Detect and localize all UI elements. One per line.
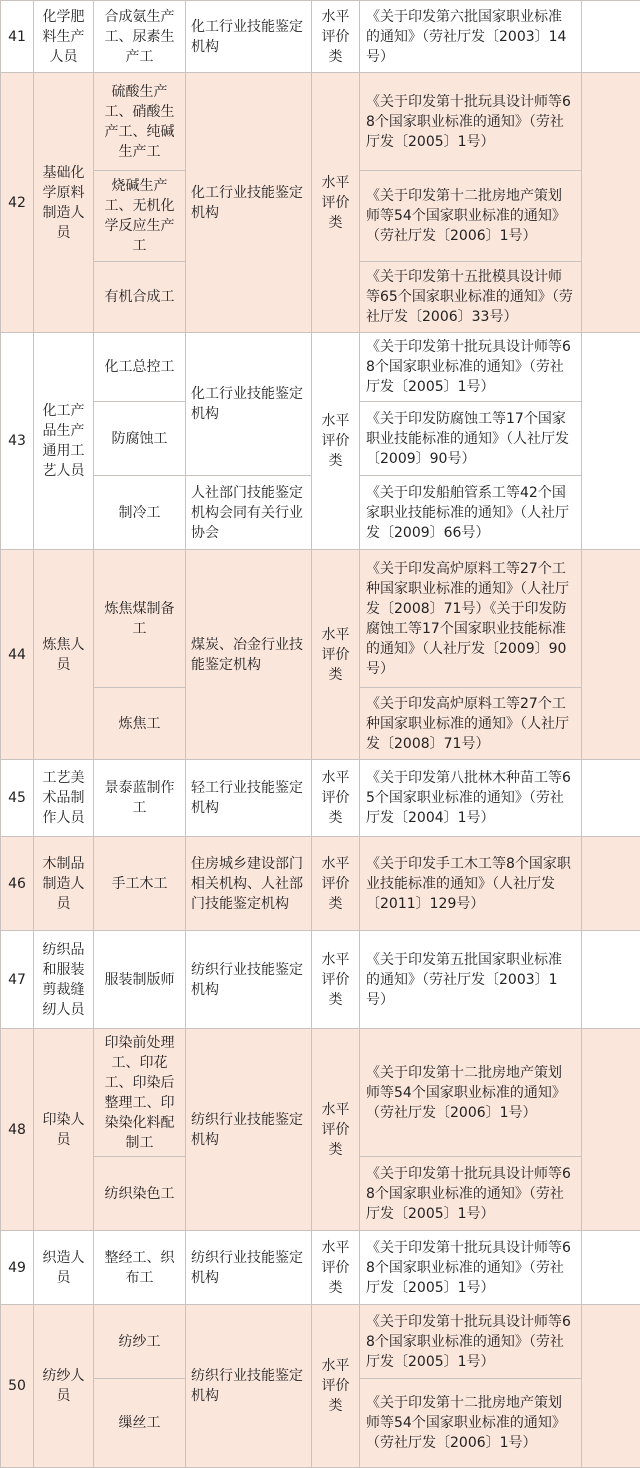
- occupation-category: 炼焦人员: [34, 550, 94, 760]
- appraisal-agency: 人社部门技能鉴定机构会同有关行业协会: [186, 476, 312, 550]
- occupation-name: 合成氨生产工、尿素生产工: [94, 1, 186, 73]
- occupation-name: 手工木工: [94, 837, 186, 931]
- empty-cell: [582, 550, 640, 760]
- evaluation-type: 水平评价类: [312, 837, 360, 931]
- row-number: 50: [1, 1305, 34, 1468]
- occupation-name: 服装制版师: [94, 931, 186, 1029]
- standard-document: 《关于印发船舶管系工等42个国家职业技能标准的通知》（人社厅发〔2009〕66号）: [360, 476, 582, 550]
- occupation-category: 化学肥料生产人员: [34, 1, 94, 73]
- evaluation-type: 水平评价类: [312, 550, 360, 760]
- appraisal-agency: 轻工行业技能鉴定机构: [186, 760, 312, 837]
- standard-document: 《关于印发第十二批房地产策划师等54个国家职业标准的通知》（劳社厅发〔2006〕1号）: [360, 1029, 582, 1157]
- occupation-category: 纺织品和服装剪裁缝纫人员: [34, 931, 94, 1029]
- standard-document: 《关于印发第十批玩具设计师等68个国家职业标准的通知》（劳社厅发〔2005〕1号）: [360, 73, 582, 171]
- row-number: 44: [1, 550, 34, 760]
- occupation-name: 有机合成工: [94, 262, 186, 333]
- table-row: [1, 837, 640, 931]
- occupation-category: 织造人员: [34, 1231, 94, 1305]
- occupation-category: 化工产品生产通用工艺人员: [34, 333, 94, 550]
- occupation-name: 化工总控工: [94, 333, 186, 402]
- table-row: [1, 1231, 640, 1305]
- standard-document: 《关于印发第十五批模具设计师等65个国家职业标准的通知》（劳社厅发〔2006〕33号）: [360, 262, 582, 333]
- evaluation-type: 水平评价类: [312, 760, 360, 837]
- standard-document: 《关于印发第六批国家职业标准的通知》（劳社厅发〔2003〕14号）: [360, 1, 582, 73]
- table-row: [1, 1305, 640, 1379]
- evaluation-type: 水平评价类: [312, 1305, 360, 1468]
- occupation-name: 纺纱工: [94, 1305, 186, 1379]
- standard-document: 《关于印发第十二批房地产策划师等54个国家职业标准的通知》（劳社厅发〔2006〕1号）: [360, 1379, 582, 1468]
- empty-cell: [582, 333, 640, 550]
- evaluation-type: 水平评价类: [312, 1, 360, 73]
- empty-cell: [582, 73, 640, 333]
- row-number: 45: [1, 760, 34, 837]
- evaluation-type: 水平评价类: [312, 931, 360, 1029]
- occupation-category: 木制品制造人员: [34, 837, 94, 931]
- appraisal-agency: 化工行业技能鉴定机构: [186, 333, 312, 476]
- empty-cell: [582, 931, 640, 1029]
- empty-cell: [582, 1029, 640, 1231]
- row-number: 43: [1, 333, 34, 550]
- standard-document: 《关于印发第五批国家职业标准的通知》（劳社厅发〔2003〕1号）: [360, 931, 582, 1029]
- occupation-name: 景泰蓝制作工: [94, 760, 186, 837]
- occupation-category: 印染人员: [34, 1029, 94, 1231]
- empty-cell: [582, 760, 640, 837]
- evaluation-type: 水平评价类: [312, 73, 360, 333]
- occupation-name: 炼焦工: [94, 688, 186, 760]
- occupation-name: 纺织染色工: [94, 1157, 186, 1231]
- occupation-name: 炼焦煤制备工: [94, 550, 186, 688]
- evaluation-type: 水平评价类: [312, 1029, 360, 1231]
- table-row: [1, 931, 640, 1029]
- empty-cell: [582, 1305, 640, 1468]
- occupation-name: 烧碱生产工、无机化学反应生产工: [94, 171, 186, 262]
- table-row: [1, 1, 640, 73]
- appraisal-agency: 纺织行业技能鉴定机构: [186, 1029, 312, 1231]
- row-number: 49: [1, 1231, 34, 1305]
- appraisal-agency: 住房城乡建设部门相关机构、人社部门技能鉴定机构: [186, 837, 312, 931]
- standard-document: 《关于印发第十批玩具设计师等68个国家职业标准的通知》（劳社厅发〔2005〕1号）: [360, 333, 582, 402]
- standard-document: 《关于印发高炉原料工等27个工种国家职业标准的通知》（人社厅发〔2008〕71号）《关于印发防腐蚀工等17个国家职业技能标准的通知》（人社厅发〔2009〕90号）: [360, 550, 582, 688]
- standard-document: 《关于印发手工木工等8个国家职业技能标准的通知》（人社厅发〔2011〕129号）: [360, 837, 582, 931]
- occupation-name: 印染前处理工、印花工、印染后整理工、印染染化料配制工: [94, 1029, 186, 1157]
- occupation-name: 缫丝工: [94, 1379, 186, 1468]
- empty-cell: [582, 1231, 640, 1305]
- standard-document: 《关于印发第十二批房地产策划师等54个国家职业标准的通知》（劳社厅发〔2006〕1号）: [360, 171, 582, 262]
- occupation-name: 制冷工: [94, 476, 186, 550]
- standard-document: 《关于印发第八批林木种苗工等65个国家职业标准的通知》（劳社厅发〔2004〕1号）: [360, 760, 582, 837]
- appraisal-agency: 纺织行业技能鉴定机构: [186, 1305, 312, 1468]
- standard-document: 《关于印发第十批玩具设计师等68个国家职业标准的通知》（劳社厅发〔2005〕1号）: [360, 1305, 582, 1379]
- standard-document: 《关于印发第十批玩具设计师等68个国家职业标准的通知》（劳社厅发〔2005〕1号）: [360, 1231, 582, 1305]
- row-number: 42: [1, 73, 34, 333]
- table-row: [1, 760, 640, 837]
- empty-cell: [582, 1, 640, 73]
- row-number: 48: [1, 1029, 34, 1231]
- table-row: [1, 1029, 640, 1157]
- appraisal-agency: 化工行业技能鉴定机构: [186, 1, 312, 73]
- row-number: 41: [1, 1, 34, 73]
- table-row: [1, 550, 640, 688]
- occupation-category: 工艺美术品制作人员: [34, 760, 94, 837]
- occupation-name: 整经工、织布工: [94, 1231, 186, 1305]
- occupation-category: 基础化学原料制造人员: [34, 73, 94, 333]
- table-row: [1, 73, 640, 171]
- occupation-name: 硫酸生产工、硝酸生产工、纯碱生产工: [94, 73, 186, 171]
- standard-document: 《关于印发高炉原料工等27个工种国家职业标准的通知》（人社厅发〔2008〕71号）: [360, 688, 582, 760]
- occupation-category: 纺纱人员: [34, 1305, 94, 1468]
- row-number: 47: [1, 931, 34, 1029]
- standard-document: 《关于印发第十批玩具设计师等68个国家职业标准的通知》（劳社厅发〔2005〕1号）: [360, 1157, 582, 1231]
- appraisal-agency: 纺织行业技能鉴定机构: [186, 1231, 312, 1305]
- occupation-name: 防腐蚀工: [94, 402, 186, 476]
- appraisal-agency: 纺织行业技能鉴定机构: [186, 931, 312, 1029]
- evaluation-type: 水平评价类: [312, 333, 360, 550]
- table-row: [1, 333, 640, 402]
- appraisal-agency: 化工行业技能鉴定机构: [186, 73, 312, 333]
- row-number: 46: [1, 837, 34, 931]
- empty-cell: [582, 837, 640, 931]
- standard-document: 《关于印发防腐蚀工等17个国家职业技能标准的通知》（人社厅发〔2009〕90号）: [360, 402, 582, 476]
- appraisal-agency: 煤炭、冶金行业技能鉴定机构: [186, 550, 312, 760]
- evaluation-type: 水平评价类: [312, 1231, 360, 1305]
